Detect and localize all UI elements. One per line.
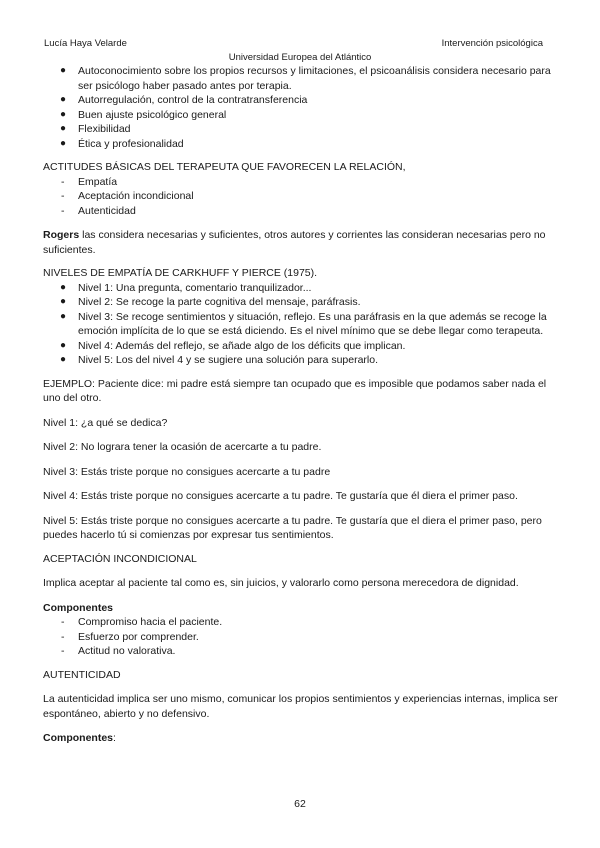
- list-item: ● Nivel 4: Además del reflejo, se añade algo de los déficits que implican.: [60, 339, 406, 352]
- bullet-icon: ●: [60, 94, 67, 105]
- bullet-icon: ●: [60, 108, 67, 120]
- ejemplo-nivel-1: Nivel 1: ¿a qué se dedica?: [43, 416, 168, 429]
- dash-icon: -: [61, 204, 65, 217]
- header-university: Universidad Europea del Atlántico: [228, 52, 372, 63]
- dash-icon: -: [61, 175, 65, 188]
- list-item: ● Nivel 5: Los del nivel 4 y se sugiere una solución para superarlo.: [60, 354, 379, 366]
- header-subject: Intervención psicológica: [441, 38, 543, 49]
- rogers-paragraph: Rogers las considera necesarias y suficientes, otros autores y corrientes las consideran necesarias pero no suficientes.: [43, 229, 546, 256]
- bullet-icon: ●: [60, 339, 67, 351]
- niveles-list: [43, 281, 558, 368]
- list-item: ● Autoconocimiento sobre los propios recursos y limitaciones, el psicoanálisis considera necesario para ser psicólogo haber pasado antes por terapia.: [60, 65, 551, 92]
- page-content: [43, 64, 558, 746]
- list-item: - Esfuerzo por comprender.: [61, 630, 199, 643]
- bullet-icon: ●: [60, 310, 67, 322]
- page-number: 62: [294, 798, 306, 810]
- ejemplo-nivel-3: Nivel 3: Estás triste porque no consigues acercarte a tu padre: [43, 465, 331, 478]
- aceptacion-components-label: Componentes: [43, 601, 114, 614]
- aceptacion-components-list: [43, 615, 558, 659]
- bullet-icon: ●: [60, 281, 67, 293]
- bullet-icon: ●: [60, 65, 67, 76]
- rogers-name: Rogers: [43, 229, 80, 241]
- list-item: ● Nivel 2: Se recoge la parte cognitiva del mensaje, paráfrasis.: [60, 296, 361, 308]
- bullet-icon: ●: [60, 123, 67, 134]
- aceptacion-text: Implica aceptar al paciente tal como es, sin juicios, y valorarlo como persona merecedora de dignidad.: [43, 577, 519, 589]
- list-item: ● Buen ajuste psicológico general: [60, 108, 227, 121]
- ejemplo-nivel-2: Nivel 2: No lograra tener la ocasión de acercarte a tu padre.: [43, 441, 322, 453]
- bullet-icon: ●: [60, 137, 67, 149]
- dash-icon: -: [61, 645, 65, 657]
- bullet-icon: ●: [60, 296, 67, 307]
- dash-icon: -: [61, 616, 65, 628]
- ejemplo-nivel-4: Nivel 4: Estás triste porque no consigues acercarte a tu padre. Te gustaría que él diera el primer paso.: [43, 490, 518, 502]
- list-item: - Aceptación incondicional: [61, 190, 194, 202]
- list-item: - Compromiso hacia el paciente.: [61, 616, 223, 628]
- list-item: ● Flexibilidad: [60, 123, 131, 135]
- niveles-heading: NIVELES DE EMPATÍA DE CARKHUFF Y PIERCE (1975).: [43, 267, 318, 279]
- list-item: ● Autorregulación, control de la contratransferencia: [60, 94, 308, 106]
- autenticidad-heading: AUTENTICIDAD: [43, 668, 121, 681]
- autenticidad-components-label: Componentes:: [43, 732, 116, 744]
- bullet-icon: ●: [60, 354, 67, 365]
- list-item: ● Nivel 3: Se recoge sentimientos y situación, reflejo. Es una paráfrasis en la que además se recoge la emoción implícita de lo que se está diciendo. Es el nivel mínimo que se debe llegar como terapeuta.: [60, 310, 547, 337]
- list-item: - Autenticidad: [61, 204, 136, 217]
- autenticidad-text: La autenticidad implica ser uno mismo, comunicar los propios sentimientos y experiencias internas, implica ser espontáneo, abierto y no defensivo.: [43, 693, 558, 720]
- dash-icon: -: [61, 190, 65, 202]
- list-item: ● Nivel 1: Una pregunta, comentario tranquilizador...: [60, 281, 312, 294]
- aceptacion-heading: ACEPTACIÓN INCONDICIONAL: [43, 552, 197, 565]
- list-item: - Actitud no valorativa.: [61, 645, 176, 657]
- actitudes-list: [43, 175, 558, 219]
- ejemplo-intro: EJEMPLO: Paciente dice: mi padre está siempre tan ocupado que es imposible que podamos saber nada el uno del otro.: [43, 377, 547, 404]
- ejemplo-nivel-5: Nivel 5: Estás triste porque no consigues acercarte a tu padre. Te gustaría que el diera el primer paso, pero puedes hacerlo tú si comienzas por expresar tus sentimientos.: [43, 514, 542, 541]
- dash-icon: -: [61, 630, 65, 643]
- qualities-list: [43, 64, 558, 151]
- header-author: Lucía Haya Velarde: [44, 38, 127, 49]
- list-item: ● Ética y profesionalidad: [60, 137, 184, 150]
- actitudes-heading: ACTITUDES BÁSICAS DEL TERAPEUTA QUE FAVORECEN LA RELACIÓN,: [43, 161, 406, 173]
- list-item: - Empatía: [61, 175, 118, 188]
